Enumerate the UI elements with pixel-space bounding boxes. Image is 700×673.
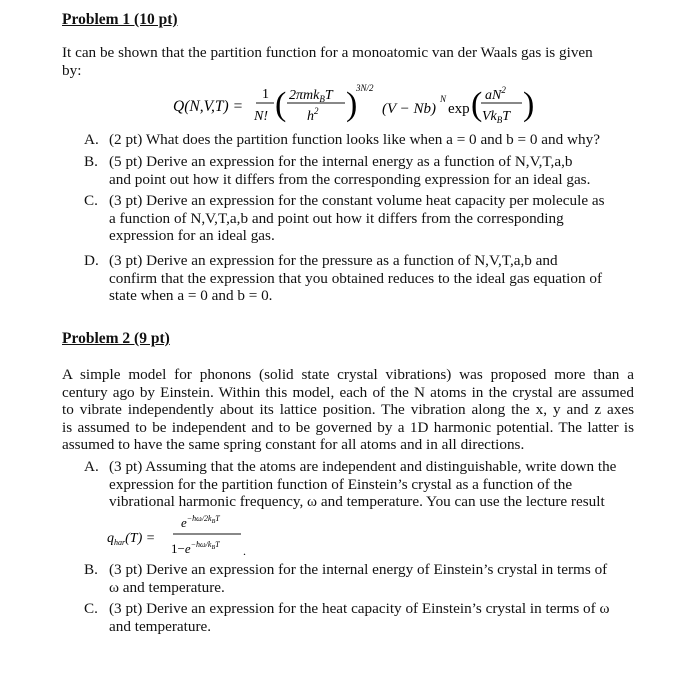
- eq-middle: (V − Nb): [382, 101, 437, 117]
- eq-frac2-den: $h^2$: [307, 106, 319, 124]
- item-line: (2 pt) What does the partition function looks like when a = 0 and b = 0 and why?: [109, 131, 600, 148]
- item-line: (3 pt) Derive an expression for the heat capacity of Einstein’s crystal in terms of ω: [109, 600, 610, 617]
- item-letter: C.: [84, 600, 98, 617]
- eq-frac1-den: N!: [254, 109, 268, 124]
- item-line: (3 pt) Assuming that the atoms are independent and distinguishable, write down the: [109, 458, 617, 475]
- intro-line: to vibrate independently about its lattice position. The vibration along the x, y and z axes: [62, 401, 634, 418]
- item-letter: C.: [84, 192, 98, 209]
- item-line: (3 pt) Derive an expression for the constant volume heat capacity per molecule as: [109, 192, 605, 209]
- item-line: (5 pt) Derive an expression for the internal energy as a function of N,V,T,a,b: [109, 153, 573, 170]
- item-letter: A.: [84, 458, 99, 475]
- item-line: (3 pt) Derive an expression for the pressure as a function of N,V,T,a,b and: [109, 252, 558, 269]
- item-letter: D.: [84, 252, 99, 269]
- intro-line: by:: [62, 61, 82, 79]
- eq-exponent: 3N/2: [356, 83, 374, 93]
- eq2-num: $e^{-ħ\omega/2k}BT$: [181, 514, 220, 530]
- harmonic-partition-equation: [105, 512, 265, 560]
- eq-exp-label: exp: [448, 101, 470, 117]
- problem-1-heading: Problem 1 (10 pt): [62, 11, 178, 28]
- intro-line: It can be shown that the partition function for a monoatomic van der Waals gas is given: [62, 44, 593, 61]
- item-line: expression for the partition function of Einstein’s crystal as a function of the: [109, 475, 573, 493]
- problem-2-heading: Problem 2 (9 pt): [62, 330, 170, 347]
- problem-1-intro: [62, 44, 634, 79]
- eq2-den: $1-e^{-ħ\omega/k}BT$: [171, 540, 220, 556]
- eq-frac1-num: 1: [262, 87, 269, 102]
- eq-paren-right-2: ): [523, 86, 535, 123]
- intro-line: assumed to have the same spring constant for all atoms and in all directions.: [62, 436, 525, 453]
- intro-line: century ago by Einstein. Within this model, each of the N atoms in the crystal are assumed: [62, 383, 634, 401]
- intro-line: is assumed to be independent and to be governed by a 1D harmonic potential. The latter is: [62, 418, 634, 436]
- eq-frac3-num: $aN^2$: [485, 85, 506, 103]
- eq-middle-exp: N: [440, 94, 447, 104]
- item-line: ω and temperature.: [109, 578, 225, 596]
- item-letter: B.: [84, 153, 98, 170]
- eq-paren-left: (: [275, 86, 287, 123]
- eq-lhs: Q(N,V,T) =: [173, 98, 244, 115]
- item-line: (3 pt) Derive an expression for the internal energy of Einstein’s crystal in terms of: [109, 561, 608, 578]
- item-line: expression for an ideal gas.: [109, 227, 275, 244]
- item-letter: A.: [84, 131, 99, 148]
- eq-frac3-den: $Vk_BT$: [482, 109, 511, 125]
- item-line: confirm that the expression that you obtained reduces to the ideal gas equation of: [109, 269, 603, 287]
- item-line: state when a = 0 and b = 0.: [109, 287, 273, 304]
- item-line: and point out how it differs from the corresponding expression for an ideal gas.: [109, 170, 591, 188]
- problem-2-intro: [62, 366, 634, 454]
- eq-paren-left-2: (: [471, 86, 483, 123]
- eq2-period: .: [243, 544, 246, 558]
- partition-function-equation: [165, 82, 555, 130]
- eq-frac2-num: 2πmk$_B$T: [289, 88, 333, 104]
- item-line: a function of N,V,T,a,b and point out how it differs from the corresponding: [109, 209, 564, 227]
- item-letter: B.: [84, 561, 98, 578]
- eq2-lhs: $q_{har}(T)$ =: [107, 531, 156, 547]
- item-line: vibrational harmonic frequency, ω and temperature. You can use the lecture result: [109, 493, 605, 510]
- intro-line: A simple model for phonons (solid state crystal vibrations) was proposed more than a: [62, 366, 634, 383]
- item-line: and temperature.: [109, 617, 212, 635]
- eq-paren-right: ): [346, 86, 358, 123]
